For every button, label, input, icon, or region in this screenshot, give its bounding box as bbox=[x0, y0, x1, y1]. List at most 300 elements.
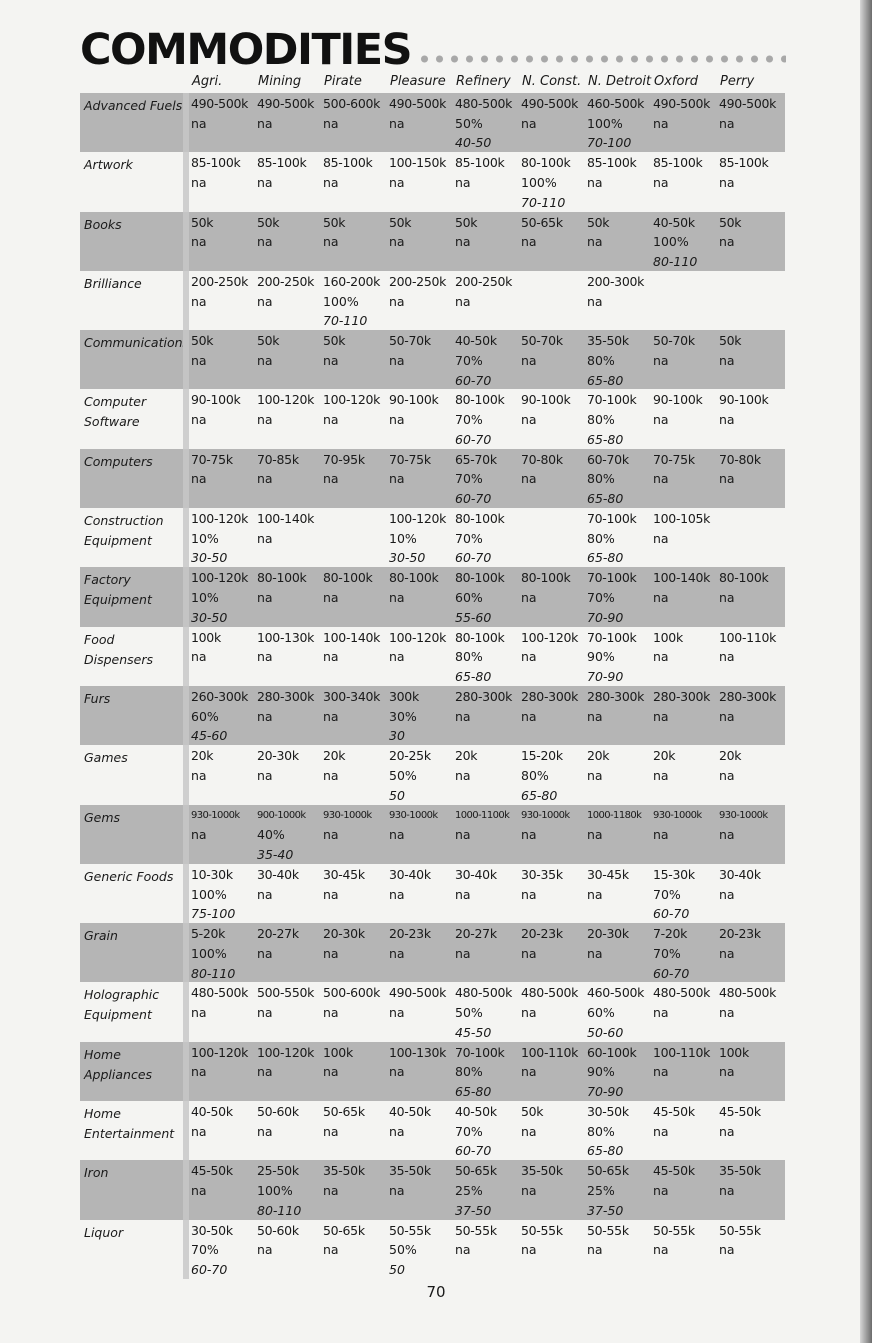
percent-value: na bbox=[323, 708, 339, 724]
table-cell bbox=[519, 508, 585, 567]
price-value: 90-100k bbox=[191, 392, 241, 408]
table-cell bbox=[519, 805, 585, 864]
table-cell bbox=[189, 923, 255, 982]
table-cell bbox=[519, 567, 585, 626]
table-cell bbox=[651, 567, 717, 626]
price-value: 300k bbox=[389, 688, 419, 704]
percent-value: na bbox=[191, 1064, 207, 1080]
row-cells bbox=[183, 923, 785, 982]
percent-value: na bbox=[191, 1123, 207, 1139]
price-value: 500-550k bbox=[257, 985, 315, 1001]
percent-value: 80% bbox=[455, 649, 483, 665]
column-header: Pirate bbox=[324, 74, 362, 89]
percent-value: na bbox=[455, 175, 471, 190]
price-value: 60-70k bbox=[587, 451, 629, 467]
commodity-name: Brilliance bbox=[84, 275, 142, 291]
row-cells bbox=[183, 567, 785, 626]
percent-value: na bbox=[653, 1123, 669, 1139]
percent-value: 50% bbox=[389, 767, 417, 783]
range-value: 40-50 bbox=[455, 135, 492, 151]
range-value: 75-100 bbox=[191, 906, 236, 922]
price-value: 90-100k bbox=[719, 392, 769, 408]
table-cell bbox=[585, 1101, 651, 1160]
table-cell bbox=[255, 805, 321, 864]
table-cell bbox=[387, 1220, 453, 1279]
price-value: 500-600k bbox=[323, 985, 381, 1001]
table-cell bbox=[717, 864, 783, 923]
price-value: 100k bbox=[323, 1044, 353, 1060]
price-value: 80-100k bbox=[257, 570, 307, 586]
commodity-name: Holographic Equipment bbox=[84, 987, 160, 1023]
percent-value: na bbox=[719, 175, 735, 190]
table-cell bbox=[387, 152, 453, 211]
table-cell bbox=[585, 923, 651, 982]
table-cell bbox=[255, 627, 321, 686]
row-cells bbox=[183, 805, 785, 864]
price-value: 35-50k bbox=[521, 1163, 563, 1179]
price-value: 50k bbox=[191, 333, 214, 349]
table-cell bbox=[321, 271, 387, 330]
percent-value: na bbox=[719, 649, 735, 665]
price-value: 930-1000k bbox=[653, 809, 702, 821]
percent-value: na bbox=[455, 1242, 471, 1258]
table-cell bbox=[387, 1160, 453, 1219]
price-value: 15-20k bbox=[521, 748, 563, 764]
table-cell bbox=[651, 330, 717, 389]
table-cell bbox=[453, 923, 519, 982]
price-value: 280-300k bbox=[719, 688, 777, 704]
commodity-name: Generic Foods bbox=[84, 868, 174, 884]
percent-value: 80% bbox=[521, 767, 549, 783]
price-value: 50k bbox=[323, 333, 346, 349]
percent-value: na bbox=[587, 234, 603, 250]
table-cell bbox=[585, 745, 651, 804]
table-cell bbox=[651, 508, 717, 567]
table-row bbox=[80, 567, 785, 626]
range-value: 70-100 bbox=[587, 135, 632, 151]
table-cell bbox=[519, 923, 585, 982]
table-cell bbox=[651, 627, 717, 686]
table-cell bbox=[651, 152, 717, 211]
table-cell bbox=[321, 1101, 387, 1160]
price-value: 490-500k bbox=[389, 985, 447, 1001]
price-value: 80-100k bbox=[455, 392, 505, 408]
price-value: 45-50k bbox=[191, 1163, 233, 1179]
price-value: 80-100k bbox=[323, 570, 373, 586]
price-value: 30-40k bbox=[257, 866, 299, 882]
table-cell bbox=[519, 686, 585, 745]
price-value: 1000-1180k bbox=[587, 809, 642, 821]
table-cell bbox=[255, 982, 321, 1041]
price-value: 35-50k bbox=[719, 1163, 761, 1179]
table-row bbox=[80, 745, 785, 804]
price-value: 20k bbox=[719, 748, 742, 764]
price-value: 50k bbox=[587, 214, 610, 230]
commodity-name: Factory Equipment bbox=[84, 572, 152, 608]
price-value: 85-100k bbox=[257, 155, 307, 171]
price-value: 40-50k bbox=[191, 1104, 233, 1120]
table-cell bbox=[255, 686, 321, 745]
table-cell bbox=[585, 93, 651, 152]
price-value: 930-1000k bbox=[323, 809, 372, 821]
percent-value: na bbox=[389, 412, 405, 428]
percent-value: na bbox=[257, 945, 273, 961]
percent-value: na bbox=[257, 530, 273, 546]
page-number: 70 bbox=[426, 1283, 446, 1301]
table-cell bbox=[717, 1101, 783, 1160]
percent-value: na bbox=[191, 412, 207, 428]
price-value: 70-75k bbox=[389, 451, 431, 467]
percent-value: na bbox=[257, 1123, 273, 1139]
price-value: 80-100k bbox=[719, 570, 769, 586]
percent-value: 90% bbox=[587, 1064, 615, 1080]
table-cell bbox=[651, 923, 717, 982]
price-value: 15-30k bbox=[653, 866, 695, 882]
table-cell bbox=[189, 1042, 255, 1101]
price-value: 20k bbox=[653, 748, 676, 764]
percent-value: na bbox=[323, 1183, 339, 1199]
percent-value: 100% bbox=[191, 945, 227, 961]
percent-value: na bbox=[257, 234, 273, 250]
table-cell bbox=[321, 627, 387, 686]
percent-value: na bbox=[323, 471, 339, 487]
percent-value: 70% bbox=[455, 471, 483, 487]
table-cell bbox=[321, 567, 387, 626]
price-value: 10-30k bbox=[191, 866, 233, 882]
price-value: 85-100k bbox=[455, 155, 505, 171]
range-value: 70-90 bbox=[587, 609, 624, 625]
percent-value: na bbox=[653, 471, 669, 487]
percent-value: na bbox=[455, 767, 471, 783]
percent-value: 100% bbox=[521, 175, 557, 190]
range-value: 65-80 bbox=[521, 787, 558, 803]
percent-value: na bbox=[257, 293, 273, 309]
table-row bbox=[80, 1101, 785, 1160]
table-cell bbox=[453, 745, 519, 804]
table-cell bbox=[585, 686, 651, 745]
price-value: 100-110k bbox=[653, 1044, 711, 1060]
percent-value: na bbox=[719, 886, 735, 902]
table-cell bbox=[453, 271, 519, 330]
table-cell bbox=[255, 1160, 321, 1219]
table-cell bbox=[453, 627, 519, 686]
percent-value: na bbox=[455, 708, 471, 724]
percent-value: na bbox=[653, 115, 669, 131]
percent-value: na bbox=[521, 352, 537, 368]
price-value: 50-65k bbox=[587, 1163, 629, 1179]
table-cell bbox=[387, 330, 453, 389]
percent-value: na bbox=[257, 708, 273, 724]
price-value: 50-65k bbox=[521, 214, 563, 230]
range-value: 65-80 bbox=[455, 669, 492, 685]
price-value: 200-300k bbox=[587, 273, 645, 289]
table-cell bbox=[321, 330, 387, 389]
commodities-table bbox=[80, 93, 785, 1279]
percent-value: 70% bbox=[455, 530, 483, 546]
percent-value: 70% bbox=[455, 412, 483, 428]
price-value: 90-100k bbox=[653, 392, 703, 408]
percent-value: na bbox=[521, 471, 537, 487]
percent-value: 10% bbox=[191, 590, 219, 606]
table-cell bbox=[519, 627, 585, 686]
price-value: 50-65k bbox=[323, 1104, 365, 1120]
range-value: 50 bbox=[389, 787, 405, 803]
price-value: 490-500k bbox=[191, 96, 249, 111]
percent-value: na bbox=[653, 1183, 669, 1199]
price-value: 100-110k bbox=[521, 1044, 579, 1060]
price-value: 70-100k bbox=[587, 511, 637, 527]
page-title: COMMODITIES bbox=[80, 25, 412, 75]
table-row bbox=[80, 212, 785, 271]
price-value: 930-1000k bbox=[389, 809, 438, 821]
table-cell bbox=[189, 805, 255, 864]
table-cell bbox=[255, 271, 321, 330]
price-value: 50k bbox=[257, 333, 280, 349]
percent-value: na bbox=[653, 708, 669, 724]
table-cell bbox=[519, 152, 585, 211]
percent-value: na bbox=[653, 352, 669, 368]
percent-value: na bbox=[257, 471, 273, 487]
percent-value: na bbox=[521, 649, 537, 665]
table-cell bbox=[189, 1220, 255, 1279]
percent-value: na bbox=[191, 234, 207, 250]
price-value: 100k bbox=[719, 1044, 749, 1060]
table-cell bbox=[519, 93, 585, 152]
price-value: 70-85k bbox=[257, 451, 299, 467]
percent-value: 50% bbox=[455, 115, 483, 131]
percent-value: na bbox=[521, 827, 537, 843]
percent-value: na bbox=[521, 590, 537, 606]
price-value: 100-140k bbox=[323, 629, 381, 645]
row-cells bbox=[183, 864, 785, 923]
percent-value: 100% bbox=[257, 1183, 293, 1199]
column-header: Oxford bbox=[654, 74, 699, 89]
price-value: 20-30k bbox=[587, 926, 629, 942]
table-cell bbox=[387, 508, 453, 567]
percent-value: na bbox=[323, 1242, 339, 1258]
table-cell bbox=[651, 271, 717, 330]
price-value: 20-27k bbox=[455, 926, 497, 942]
table-cell bbox=[717, 389, 783, 448]
table-cell bbox=[387, 864, 453, 923]
table-cell bbox=[255, 212, 321, 271]
table-cell bbox=[189, 567, 255, 626]
percent-value: na bbox=[719, 115, 735, 131]
column-header: Refinery bbox=[456, 74, 511, 89]
percent-value: na bbox=[653, 590, 669, 606]
table-row bbox=[80, 627, 785, 686]
range-value: 65-80 bbox=[587, 491, 624, 507]
table-cell bbox=[453, 1042, 519, 1101]
commodity-name: Furs bbox=[84, 690, 111, 706]
table-row bbox=[80, 1220, 785, 1279]
range-value: 65-80 bbox=[587, 431, 624, 447]
table-cell bbox=[387, 271, 453, 330]
range-value: 50-60 bbox=[587, 1024, 624, 1040]
percent-value: na bbox=[323, 175, 339, 190]
price-value: 30-50k bbox=[587, 1104, 629, 1120]
price-value: 90-100k bbox=[521, 392, 571, 408]
price-value: 200-250k bbox=[191, 273, 249, 289]
table-cell bbox=[651, 1160, 717, 1219]
table-cell bbox=[387, 1042, 453, 1101]
table-cell bbox=[717, 1220, 783, 1279]
column-header: N. Const. bbox=[522, 74, 582, 89]
price-value: 930-1000k bbox=[191, 809, 240, 821]
percent-value: na bbox=[323, 649, 339, 665]
row-cells bbox=[183, 93, 785, 152]
range-value: 50 bbox=[389, 1262, 405, 1278]
table-cell bbox=[585, 271, 651, 330]
price-value: 70-75k bbox=[653, 451, 695, 467]
table-row bbox=[80, 982, 785, 1041]
table-row bbox=[80, 864, 785, 923]
price-value: 50-60k bbox=[257, 1222, 299, 1238]
percent-value: na bbox=[389, 1183, 405, 1199]
table-cell bbox=[519, 982, 585, 1041]
price-value: 80-100k bbox=[455, 511, 505, 527]
table-cell bbox=[519, 449, 585, 508]
percent-value: na bbox=[653, 412, 669, 428]
table-cell bbox=[387, 745, 453, 804]
table-cell bbox=[453, 93, 519, 152]
table-cell bbox=[585, 1042, 651, 1101]
range-value: 80-110 bbox=[257, 1202, 302, 1218]
price-value: 480-500k bbox=[455, 985, 513, 1001]
price-value: 20-23k bbox=[719, 926, 761, 942]
price-value: 60-100k bbox=[587, 1044, 637, 1060]
price-value: 490-500k bbox=[389, 96, 447, 111]
table-row bbox=[80, 271, 785, 330]
price-value: 100-120k bbox=[257, 1044, 315, 1060]
percent-value: 80% bbox=[455, 1064, 483, 1080]
percent-value: na bbox=[719, 1183, 735, 1199]
range-value: 60-70 bbox=[653, 965, 690, 981]
percent-value: na bbox=[587, 708, 603, 724]
percent-value: na bbox=[257, 886, 273, 902]
table-cell bbox=[717, 745, 783, 804]
price-value: 460-500k bbox=[587, 985, 645, 1001]
percent-value: 100% bbox=[191, 886, 227, 902]
range-value: 35-40 bbox=[257, 846, 294, 862]
price-value: 70-100k bbox=[587, 392, 637, 408]
table-row bbox=[80, 93, 785, 152]
price-value: 50-55k bbox=[587, 1222, 629, 1238]
percent-value: na bbox=[323, 590, 339, 606]
column-header: N. Detroit bbox=[588, 74, 652, 89]
column-header: Pleasure bbox=[390, 74, 446, 89]
percent-value: na bbox=[323, 1123, 339, 1139]
price-value: 930-1000k bbox=[521, 809, 570, 821]
percent-value: na bbox=[587, 827, 603, 843]
price-value: 80-100k bbox=[455, 570, 505, 586]
range-value: 70-110 bbox=[521, 194, 566, 210]
percent-value: na bbox=[719, 352, 735, 368]
price-value: 50-55k bbox=[521, 1222, 563, 1238]
price-value: 50-70k bbox=[389, 333, 431, 349]
table-cell bbox=[189, 93, 255, 152]
percent-value: na bbox=[719, 945, 735, 961]
table-cell bbox=[519, 271, 585, 330]
percent-value: 100% bbox=[587, 115, 623, 131]
table-cell bbox=[387, 567, 453, 626]
price-value: 50-55k bbox=[389, 1222, 431, 1238]
price-value: 50-70k bbox=[653, 333, 695, 349]
percent-value: na bbox=[455, 827, 471, 843]
table-cell bbox=[387, 923, 453, 982]
percent-value: na bbox=[719, 412, 735, 428]
percent-value: na bbox=[389, 649, 405, 665]
price-value: 100-120k bbox=[323, 392, 381, 408]
percent-value: na bbox=[719, 708, 735, 724]
table-cell bbox=[585, 1160, 651, 1219]
table-cell bbox=[387, 805, 453, 864]
range-value: 60-70 bbox=[455, 491, 492, 507]
price-value: 20k bbox=[455, 748, 478, 764]
percent-value: na bbox=[521, 945, 537, 961]
price-value: 20k bbox=[587, 748, 610, 764]
percent-value: na bbox=[389, 352, 405, 368]
percent-value: 80% bbox=[587, 412, 615, 428]
percent-value: 60% bbox=[455, 590, 483, 606]
percent-value: na bbox=[389, 1005, 405, 1021]
range-value: 80-110 bbox=[653, 254, 698, 269]
price-value: 490-500k bbox=[653, 96, 711, 111]
commodity-name: Books bbox=[84, 216, 122, 232]
row-cells bbox=[183, 508, 785, 567]
table-cell bbox=[717, 1042, 783, 1101]
percent-value: na bbox=[719, 234, 735, 250]
table-cell bbox=[651, 864, 717, 923]
table-cell bbox=[585, 567, 651, 626]
percent-value: na bbox=[389, 590, 405, 606]
title-row bbox=[80, 25, 786, 75]
row-cells bbox=[183, 627, 785, 686]
price-value: 35-50k bbox=[587, 333, 629, 349]
price-value: 40-50k bbox=[455, 333, 497, 349]
price-value: 30-50k bbox=[191, 1222, 233, 1238]
table-cell bbox=[387, 627, 453, 686]
price-value: 25-50k bbox=[257, 1163, 299, 1179]
table-cell bbox=[189, 508, 255, 567]
table-cell bbox=[189, 982, 255, 1041]
table-row bbox=[80, 389, 785, 448]
row-cells bbox=[183, 212, 785, 271]
row-cells bbox=[183, 1160, 785, 1219]
price-value: 50-60k bbox=[257, 1104, 299, 1120]
price-value: 100-120k bbox=[521, 629, 579, 645]
price-value: 50k bbox=[719, 333, 742, 349]
price-value: 70-100k bbox=[587, 629, 637, 645]
percent-value: na bbox=[521, 886, 537, 902]
table-cell bbox=[717, 567, 783, 626]
row-cells bbox=[183, 686, 785, 745]
range-value: 37-50 bbox=[455, 1202, 492, 1218]
range-value: 70-90 bbox=[587, 1084, 624, 1100]
percent-value: na bbox=[719, 471, 735, 487]
table-row bbox=[80, 330, 785, 389]
table-cell bbox=[717, 271, 783, 330]
range-value: 65-80 bbox=[587, 372, 624, 388]
percent-value: na bbox=[587, 175, 603, 190]
percent-value: na bbox=[521, 1123, 537, 1139]
price-value: 70-75k bbox=[191, 451, 233, 467]
price-value: 1000-1100k bbox=[455, 809, 510, 821]
price-value: 30-40k bbox=[455, 866, 497, 882]
percent-value: na bbox=[257, 649, 273, 665]
column-headers bbox=[187, 74, 781, 92]
table-cell bbox=[585, 212, 651, 271]
